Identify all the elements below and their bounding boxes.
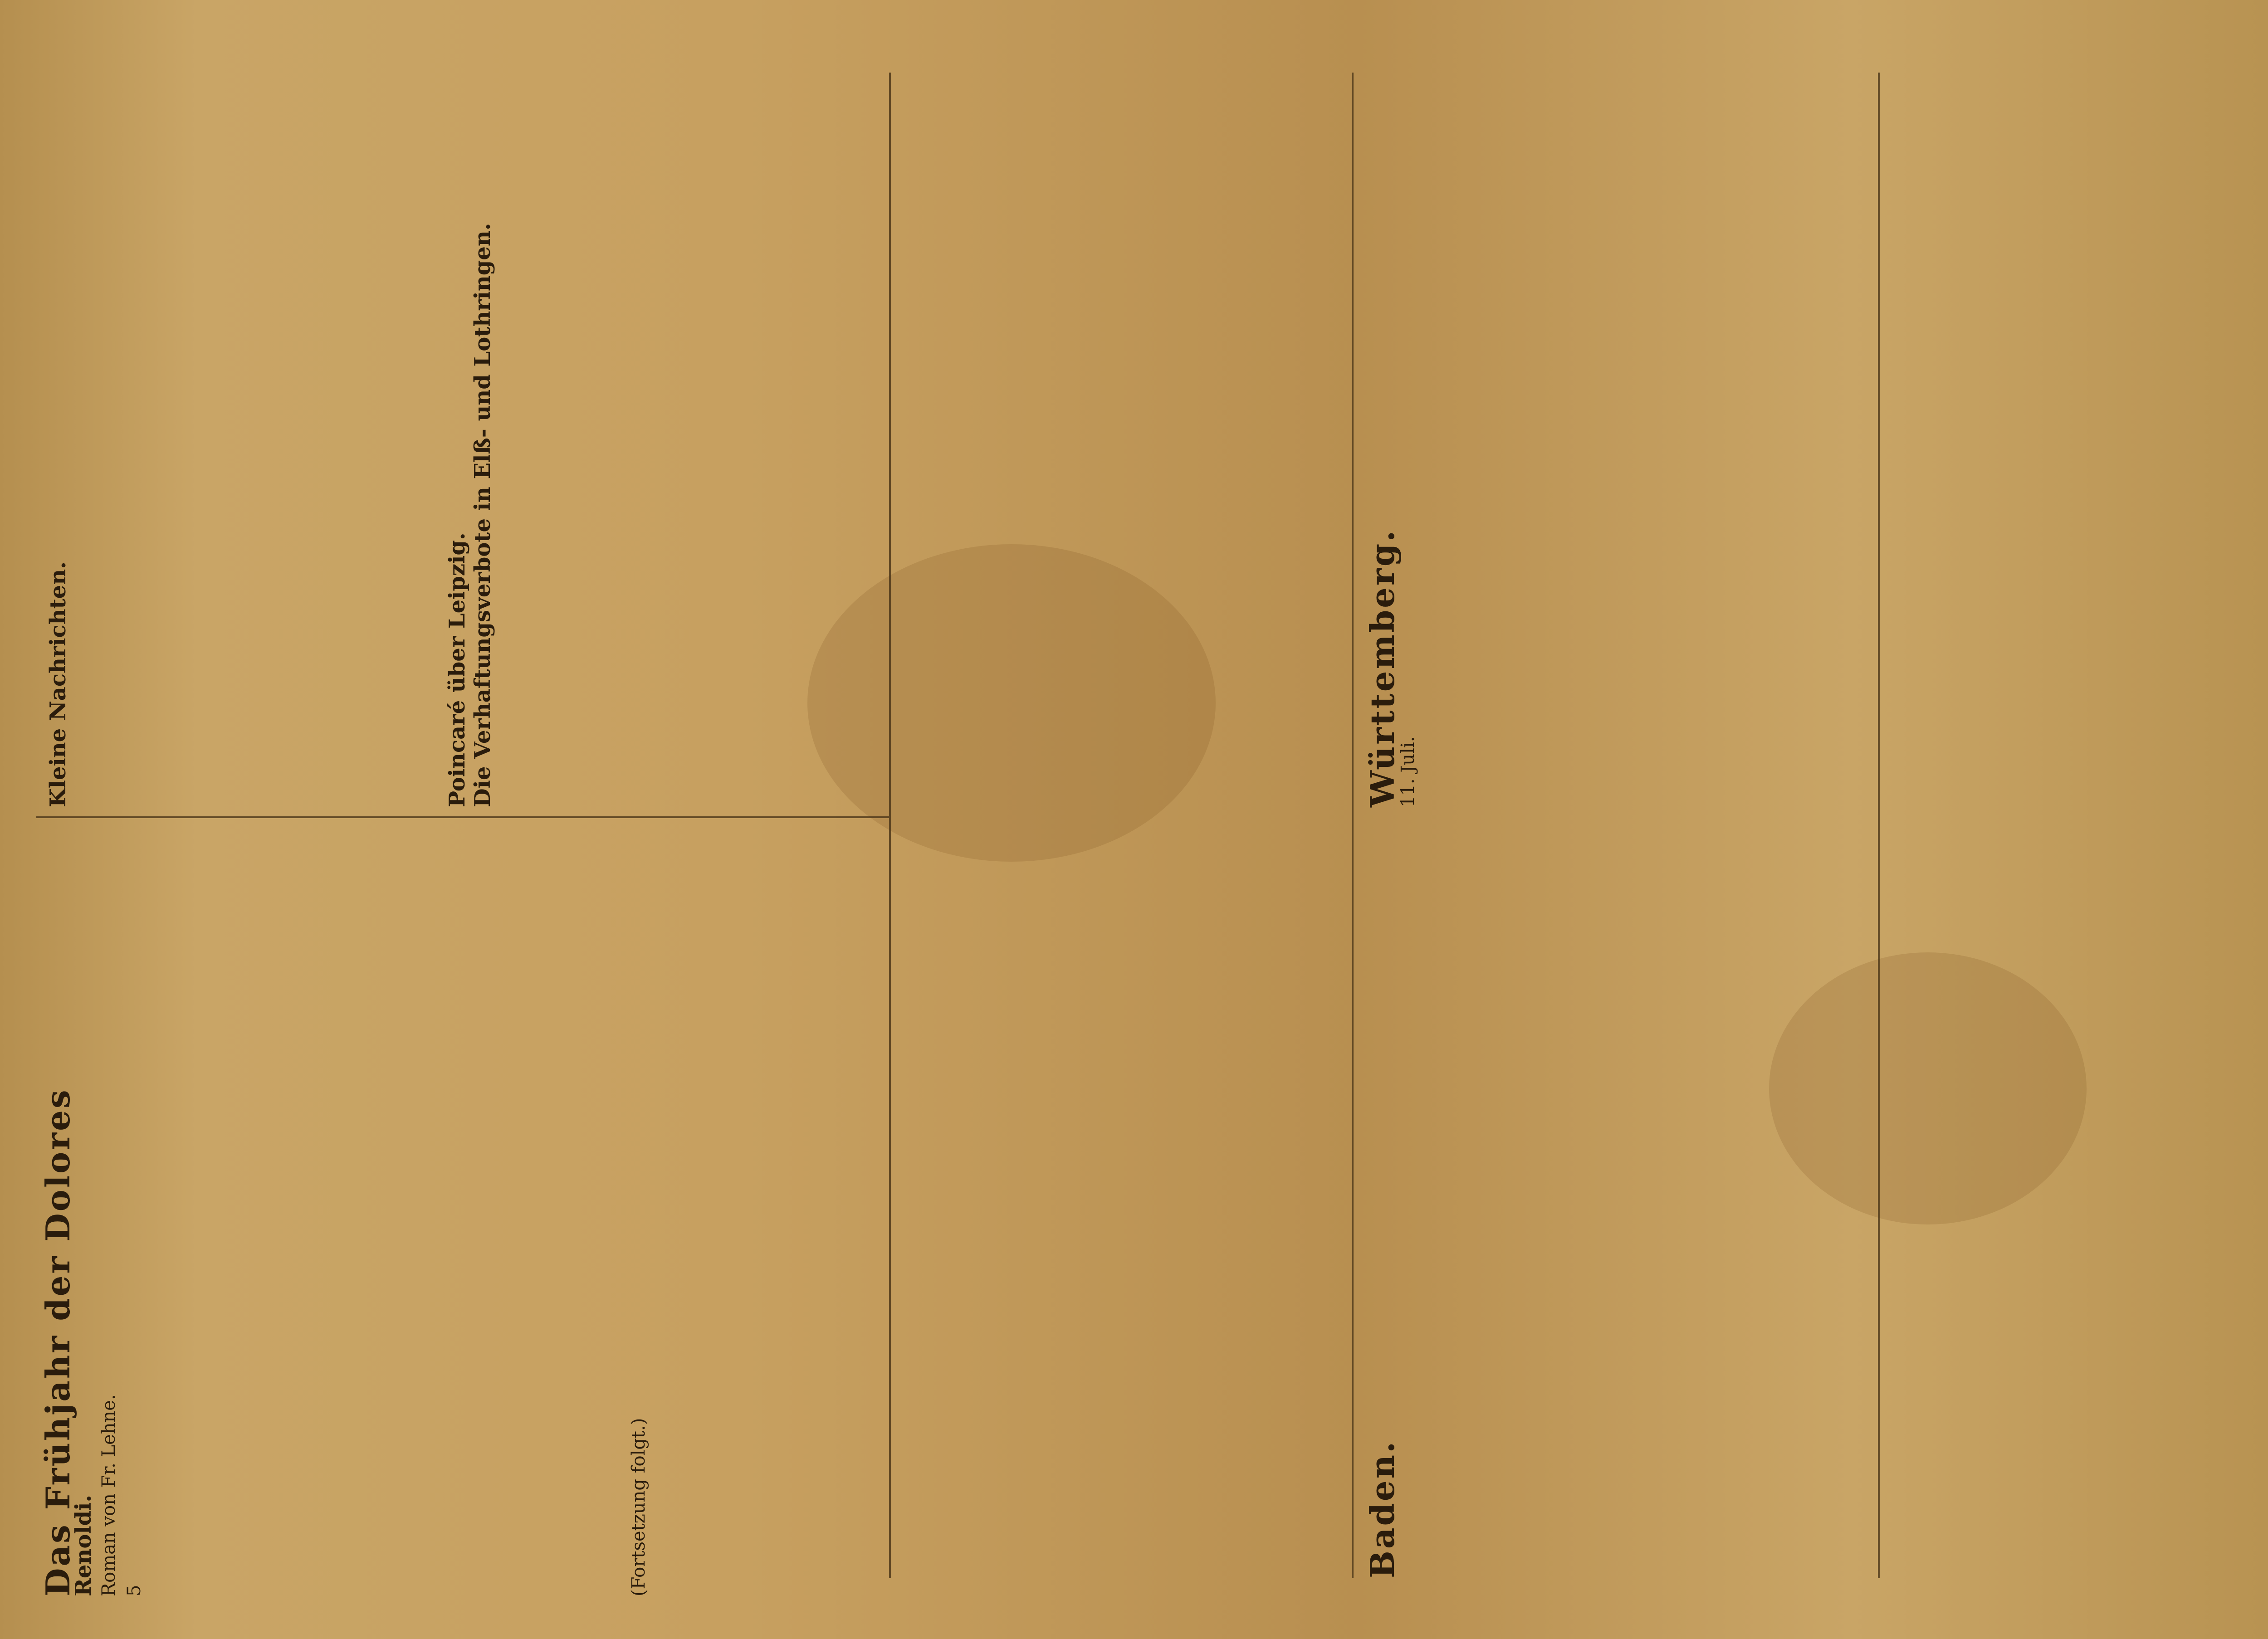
poincare-heading: Poincaré über Leipzig. — [445, 532, 470, 807]
wuerttemberg-heading: Württemberg. — [1363, 528, 1402, 807]
wuerttemberg-column-1 — [907, 73, 1343, 807]
serial-title: Das Frühjahr der Dolores — [39, 1088, 77, 1596]
serial-column-2 — [218, 825, 617, 1596]
news-column-2 — [445, 73, 871, 807]
wuerttemberg-dateline: 11. Juli. — [1398, 736, 1418, 807]
column-separator — [1878, 73, 1880, 1578]
serial-subtitle: Renoldi. — [71, 1494, 96, 1596]
serial-continued: (Fortsetzung folgt.) — [628, 1418, 649, 1596]
column-separator — [1352, 73, 1354, 1578]
news-column-1 — [45, 73, 435, 807]
serial-column-1 — [39, 825, 209, 1596]
verhaftung-heading: Die Verhaftungsverbote in Elß- und Lothringen. — [470, 223, 495, 807]
serial-number: 5 — [124, 1585, 145, 1596]
serial-byline: Roman von Fr. Lehne. — [98, 1394, 119, 1596]
baden-column — [1363, 825, 1869, 1578]
column-separator — [889, 73, 891, 1578]
newspaper-spread — [27, 54, 2268, 1596]
kleine-nachrichten-heading: Kleine Nachrichten. — [45, 561, 71, 807]
column-separator-horizontal — [36, 816, 889, 818]
serial-column-3 — [626, 825, 880, 1596]
wuerttemberg-column-3 — [1363, 73, 1869, 807]
baden-heading: Baden. — [1363, 1439, 1402, 1578]
wuerttemberg-column-2 — [907, 825, 1343, 1578]
right-edge-column — [1896, 73, 2268, 1578]
